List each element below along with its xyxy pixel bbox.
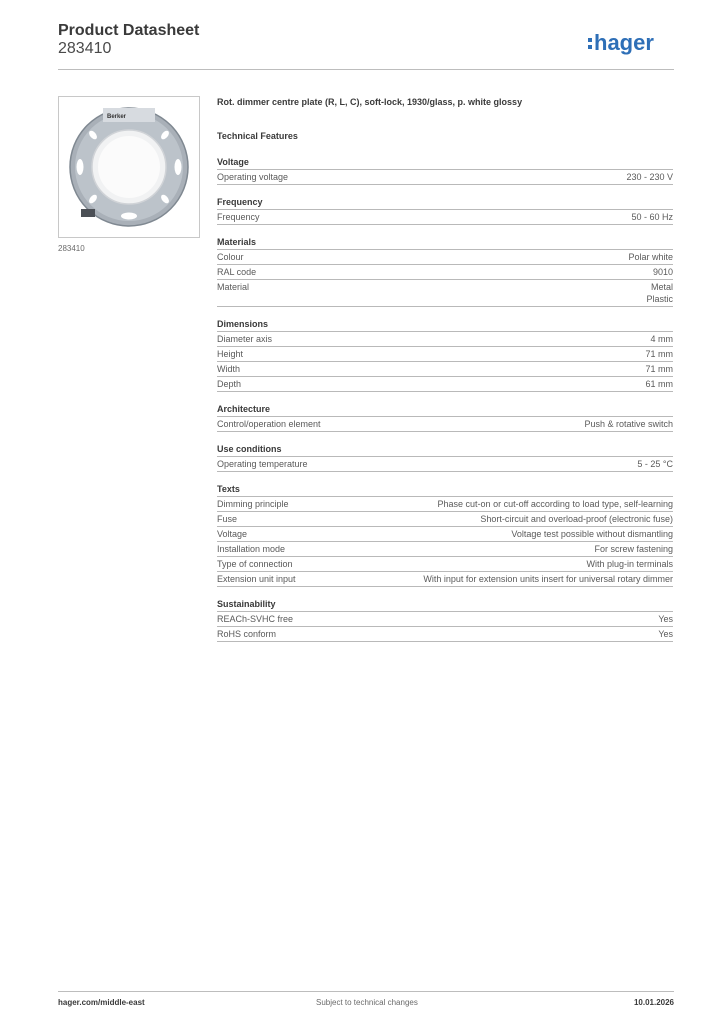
spec-row (217, 512, 673, 527)
specifications (217, 96, 673, 642)
spec-value-line: 230 - 230 V (626, 172, 673, 182)
spec-value-line: Short-circuit and overload-proof (electronic fuse) (480, 514, 673, 524)
spec-row (217, 557, 673, 572)
spec-value (584, 418, 673, 430)
section-title: Sustainability (217, 598, 673, 612)
spec-row (217, 377, 673, 392)
feature-section (217, 156, 673, 185)
spec-value (626, 171, 673, 183)
section-title: Materials (217, 236, 673, 250)
spec-value (628, 251, 673, 263)
header-divider (58, 69, 674, 70)
spec-value-line: 61 mm (645, 379, 673, 389)
spec-label: Dimming principle (217, 499, 289, 509)
document-title: Product Datasheet (58, 22, 200, 39)
spec-label: Extension unit input (217, 574, 296, 584)
spec-value-line: 71 mm (645, 349, 673, 359)
spec-value (646, 281, 673, 305)
spec-row (217, 572, 673, 587)
feature-section (217, 318, 673, 392)
feature-section (217, 483, 673, 587)
logo-text: hager (594, 30, 654, 55)
spec-value (645, 363, 673, 375)
spec-value-line: For screw fastening (594, 544, 673, 554)
section-title: Voltage (217, 156, 673, 170)
spec-value-line: 50 - 60 Hz (631, 212, 673, 222)
spec-value-line: Yes (658, 614, 673, 624)
spec-value (645, 378, 673, 390)
spec-row (217, 627, 673, 642)
spec-value (438, 498, 673, 510)
spec-value-line: 4 mm (650, 334, 673, 344)
spec-label: Voltage (217, 529, 248, 539)
spec-value-line: Plastic (646, 294, 673, 304)
spec-value-line: 71 mm (645, 364, 673, 374)
spec-label: Depth (217, 379, 242, 389)
document-footer (58, 998, 674, 1010)
spec-value (631, 211, 673, 223)
spec-label: Operating temperature (217, 459, 308, 469)
spec-value (651, 333, 674, 345)
spec-value-line: Phase cut-on or cut-off according to load type, self-learning (437, 499, 673, 509)
feature-section (217, 598, 673, 642)
spec-label: RAL code (217, 267, 257, 277)
product-description: Rot. dimmer centre plate (R, L, C), soft-lock, 1930/glass, p. white glossy (217, 97, 523, 107)
spec-value (586, 558, 673, 570)
spec-label: Frequency (217, 212, 260, 222)
spec-row (217, 347, 673, 362)
spec-value-line: Voltage test possible without dismantling (511, 529, 673, 539)
spec-label: Installation mode (217, 544, 286, 554)
spec-value-line: 9010 (652, 267, 673, 277)
spec-row (217, 612, 673, 627)
spec-value (511, 528, 673, 540)
spec-value-line: With input for extension units insert for universal rotary dimmer (423, 574, 673, 584)
spec-value (480, 513, 673, 525)
spec-value (658, 613, 673, 625)
spec-label: RoHS conform (217, 629, 277, 639)
spec-label: Operating voltage (217, 172, 289, 182)
spec-row (217, 457, 673, 472)
footer-website: hager.com/middle-east (58, 998, 145, 1007)
spec-row (217, 250, 673, 265)
document-header (58, 22, 674, 68)
spec-row (217, 170, 673, 185)
spec-value-line: 5 - 25 °C (637, 459, 673, 469)
spec-label: Control/operation element (217, 419, 321, 429)
spec-label: Height (217, 349, 244, 359)
spec-label: Material (217, 282, 250, 292)
image-caption: 283410 (58, 244, 85, 253)
spec-row (217, 280, 673, 307)
spec-value (645, 348, 673, 360)
dimmer-illustration (59, 97, 199, 237)
spec-label: Type of connection (217, 559, 293, 569)
feature-section (217, 236, 673, 307)
hager-logo (588, 30, 672, 56)
spec-row (217, 417, 673, 432)
product-code: 283410 (58, 40, 112, 57)
technical-features-title: Technical Features (217, 131, 298, 141)
feature-section (217, 196, 673, 225)
footer-divider (58, 991, 674, 992)
feature-sections (217, 156, 673, 642)
product-image (58, 96, 200, 238)
spec-row (217, 362, 673, 377)
section-title: Frequency (217, 196, 673, 210)
spec-value (658, 628, 673, 640)
spec-row (217, 265, 673, 280)
section-title: Architecture (217, 403, 673, 417)
feature-section (217, 403, 673, 432)
spec-label: Diameter axis (217, 334, 273, 344)
section-title: Dimensions (217, 318, 673, 332)
spec-value (637, 458, 673, 470)
spec-label: Width (217, 364, 241, 374)
spec-value (594, 543, 673, 555)
spec-row (217, 210, 673, 225)
spec-value-line: Push & rotative switch (584, 419, 673, 429)
spec-label: Fuse (217, 514, 238, 524)
footer-date: 10.01.2026 (633, 998, 674, 1007)
spec-value (653, 266, 673, 278)
spec-row (217, 542, 673, 557)
spec-label: Colour (217, 252, 244, 262)
footer-notice: Subject to technical changes (316, 998, 418, 1007)
spec-row (217, 332, 673, 347)
spec-value-line: Metal (650, 282, 673, 292)
spec-value-line: Yes (658, 629, 673, 639)
spec-value (423, 573, 673, 585)
section-title: Use conditions (217, 443, 673, 457)
spec-row (217, 497, 673, 512)
feature-section (217, 443, 673, 472)
spec-value-line: Polar white (628, 252, 673, 262)
spec-label: REACh-SVHC free (217, 614, 294, 624)
spec-value-line: With plug-in terminals (586, 559, 673, 569)
section-title: Texts (217, 483, 673, 497)
spec-row (217, 527, 673, 542)
photo-brand-label: Berker (107, 114, 127, 120)
